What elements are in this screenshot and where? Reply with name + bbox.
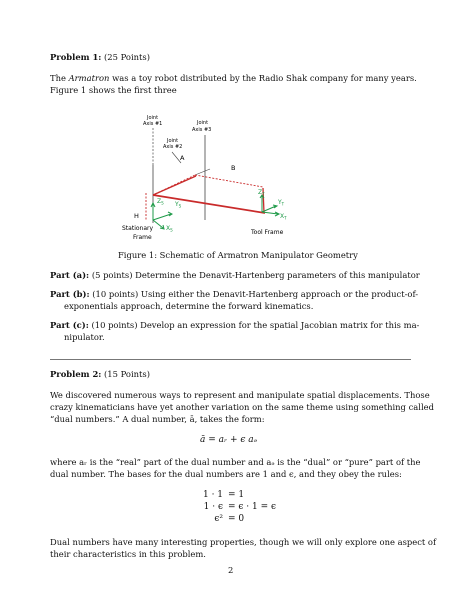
joint1-label-a: Joint (147, 115, 159, 121)
problem2-heading-points: (15 Points) (104, 369, 150, 379)
part-a-label: Part (a): (50, 270, 90, 280)
joint3-label-a: Joint (197, 120, 209, 126)
joint1-label-b: Axis #1 (143, 121, 163, 127)
stationary-frame-label-2: Frame (133, 234, 152, 241)
stationary-z-label: $Z_S$ (157, 198, 164, 206)
tool-frame-label: Tool Frame (251, 229, 284, 236)
tool-y-label: $Y_T$ (278, 199, 285, 207)
part-b-text-line2: exponentials approach, determine the forward kinematics. (64, 301, 314, 311)
shoulder-link (153, 176, 196, 195)
tool-x-label: $X_T$ (280, 213, 287, 221)
part-c-label: Part (c): (50, 320, 89, 330)
stationary-frame-label-1: Stationary (122, 225, 154, 232)
rule-1-lhs: 1 · 1 (203, 490, 224, 500)
part-b-text-line1: (10 points) Using either the Denavit-Hartenberg approach or the product-of- (92, 289, 419, 299)
problem-separator (50, 359, 411, 360)
problem2-para2-line2: dual number. The bases for the dual numbers are 1 and ϵ, and they obey the rules: (50, 469, 402, 479)
stationary-y-label: $Y_S$ (175, 201, 182, 209)
problem1-heading-points: (25 Points) (104, 52, 150, 62)
intro-post: was a toy robot distributed by the Radio Shak company for many years. (109, 73, 417, 83)
joint2-label-b: Axis #2 (163, 144, 183, 150)
stationary-x-label: $X_S$ (166, 225, 173, 233)
stationary-y-axis (153, 214, 171, 220)
part-a (50, 271, 420, 279)
page-number: 2 (228, 565, 234, 575)
problem2-para1-line2: crazy kinematicians have yet another variation on the same theme using something called (50, 402, 434, 412)
problem2-heading-label: Problem 2: (50, 369, 102, 379)
problem1-heading-label: Problem 1: (50, 52, 102, 62)
part-b-label: Part (b): (50, 289, 90, 299)
part-a-text: (5 points) Determine the Denavit-Hartenberg parameters of this manipulator (91, 270, 420, 280)
joint3-label-b: Axis #3 (192, 127, 212, 133)
tool-z-label: $Z_T$ (258, 189, 265, 197)
rule-2-lhs: 1 · ϵ (203, 502, 223, 512)
part-c-text-line2: nipulator. (64, 332, 105, 342)
rule-3-rhs: = 0 (228, 514, 245, 524)
dual-number-equation: ā = aᵣ + ϵ aₔ (200, 435, 258, 445)
problem1-intro-line2: Figure 1 shows the first three (50, 85, 177, 95)
rule-3-lhs: ϵ² (214, 514, 223, 524)
problem2-para1-line3: “dual numbers.” A dual number, ā, takes the form: (50, 414, 265, 424)
joint2-label-a: Joint (167, 138, 179, 144)
figure-caption: Figure 1: Schematic of Armatron Manipulator Geometry (118, 250, 358, 260)
problem2-para3-line1: Dual numbers have many interesting properties, though we will only explore one aspect of (50, 537, 437, 547)
intro-pre: The (50, 73, 69, 83)
intro-italic: Armatron (68, 73, 110, 83)
problem2-para3-line2: their characteristics in this problem. (50, 549, 206, 559)
stationary-x-axis (153, 220, 163, 228)
problem2-para1-line1: We discovered numerous ways to represent and manipulate spatial displacements. Those (50, 390, 430, 400)
problem2-para2-line1: where aᵣ is the “real” part of the dual number and aₔ is the “dual” or “pure” part of the (50, 457, 421, 467)
label-H: H (134, 212, 139, 220)
axis-pointer (195, 169, 210, 175)
part-c-text-line1: (10 points) Develop an expression for the spatial Jacobian matrix for this ma- (91, 320, 420, 330)
part-c (50, 321, 419, 329)
rule-2-rhs: = ϵ · 1 = ϵ (228, 502, 277, 512)
label-B: B (231, 164, 236, 172)
label-A: A (180, 154, 185, 162)
rule-1-rhs: = 1 (228, 490, 245, 500)
part-b (50, 290, 418, 298)
problem2-heading (50, 370, 150, 378)
main-link (153, 195, 265, 213)
